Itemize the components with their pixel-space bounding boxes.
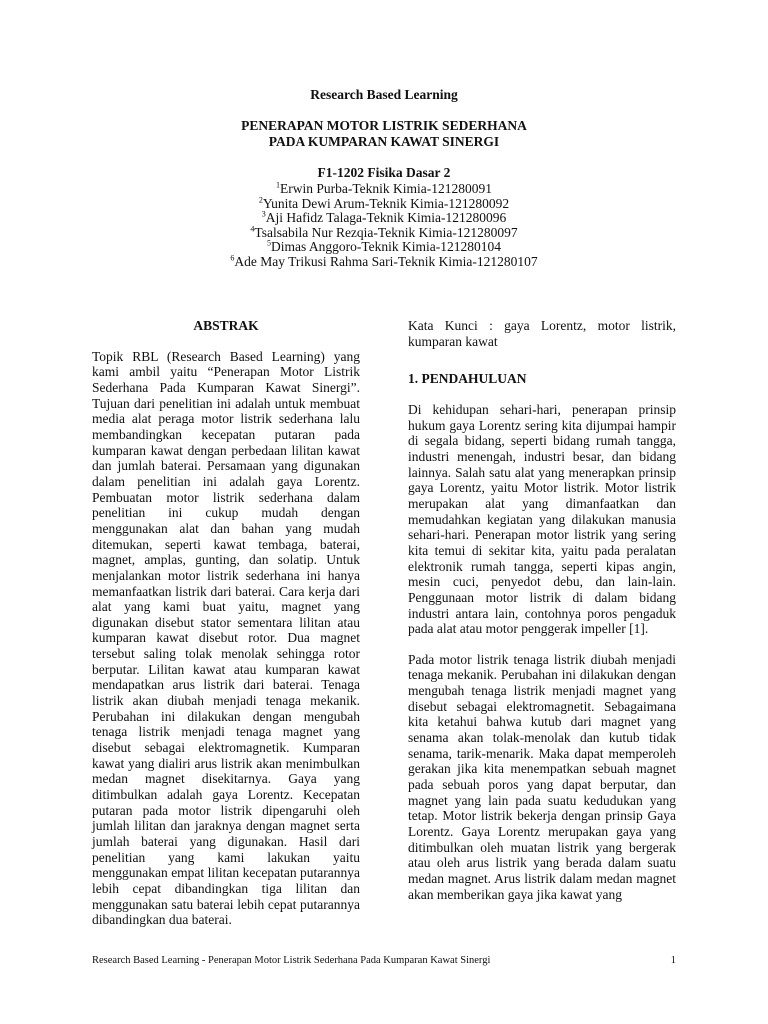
page-number: 1: [670, 955, 676, 966]
author-item: [0, 226, 768, 241]
paper-title: [0, 118, 768, 150]
author-name: Dimas Anggoro-Teknik Kimia-121280104: [270, 239, 502, 254]
document-label: Research Based Learning: [310, 87, 458, 102]
introduction-paragraph-1: Di kehidupan sehari-hari, penerapan prinsip hukum gaya Lorentz sering kita dijumpai hampir di segala bidang, seperti bidang rumah tangga, industri menengah, industri besar, dan bidang lainnya. Salah satu alat yang menerapkan prinsip gaya Lorentz, yaitu Motor listrik. Motor listrik merupakan alat yang dimanfaatkan dan memudahkan kegiatan yang dilakukan manusia sehari-hari. Penerapan motor listrik yang sering kita temui di sekitar kita, yaitu pada peralatan elektronik rumah tangga, seperti kipas angin, mesin cuci, penyedot debu, dan lain-lain. Penggunaan motor listrik di dalam bidang industri antara lain, contohnya poros pengaduk pada alat atau motor penggerak impeller [1].: [408, 401, 676, 637]
footer-text: Research Based Learning - Penerapan Motor Listrik Sederhana Pada Kumparan Kawat Sinergi: [92, 955, 491, 966]
author-number: 5: [266, 238, 271, 248]
abstract-body: Topik RBL (Research Based Learning) yang kami ambil yaitu “Penerapan Motor Listrik Sederhana Pada Kumparan Kawat Sinergi”. Tujuan dari penelitian ini adalah untuk membuat media alat peraga motor listrik sederhana lalu membandingkan kecepatan putaran pada kumparan kawat dengan perbedaan lilitan kawat dan jumlah baterai. Persamaan yang digunakan dalam penelitian ini adalah gaya Lorentz. Pembuatan motor listrik sederhana dalam penelitian ini cukup mudah dengan menggunakan alat dan bahan yang mudah ditemukan, seperti kawat tembaga, baterai, magnet, amplas, gunting, dan solatip. Untuk menjalankan motor listrik sederhana ini hanya memanfaatkan listrik dari baterai. Cara kerja dari alat yang kami buat yaitu, magnet yang digunakan disebut stator sementara lilitan atau kumparan kawat disebut rotor. Dua magnet tersebut saling tolak menolak sehingga rotor berputar. Lilitan kawat atau kumparan kawat mendapatkan arus listrik dari baterai. Tenaga listrik akan diubah menjadi tenaga mekanik. Perubahan ini dilakukan dengan mengubah tenaga listrik menjadi tenaga magnet yang disebut sebagai elektromagnetik. Kumparan kawat yang dialiri arus listrik akan menimbulkan medan magnet disekitarnya. Gaya yang ditimbulkan adalah gaya Lorentz. Kecepatan putaran pada motor listrik dipengaruhi oleh jumlah lilitan dan jaraknya dengan magnet serta jumlah baterai yang digunakan. Hasil dari penelitian yang kami lakukan yaitu menggunakan empat lilitan kecepatan putarannya lebih cepat dibandingkan tiga lilitan dan menggunakan satu baterai lebih cepat putarannya dibandingkan dua baterai.: [92, 348, 360, 928]
paper-header: [0, 86, 768, 269]
author-item: [0, 197, 768, 212]
left-column: [92, 318, 360, 928]
author-item: [0, 211, 768, 226]
course-code: F1-1202 Fisika Dasar 2: [317, 165, 451, 180]
title-line-1: PENERAPAN MOTOR LISTRIK SEDERHANA: [241, 118, 527, 133]
author-name: Erwin Purba-Teknik Kimia-121280091: [279, 181, 493, 196]
author-name: Aji Hafidz Talaga-Teknik Kimia-121280096: [265, 210, 507, 225]
author-name: Ade May Trikusi Rahma Sari-Teknik Kimia-121280107: [234, 253, 538, 269]
author-number: 3: [261, 209, 266, 219]
abstract-heading: ABSTRAK: [193, 318, 259, 333]
author-name: Yunita Dewi Arum-Teknik Kimia-121280092: [262, 195, 510, 211]
right-column: [408, 318, 676, 902]
author-list: [0, 182, 768, 269]
introduction-heading: 1. PENDAHULUAN: [408, 371, 527, 387]
author-item: [0, 240, 768, 255]
introduction-paragraph-2: Pada motor listrik tenaga listrik diubah menjadi tenaga mekanik. Perubahan ini dilakukan dengan mengubah tenaga listrik menjadi magnet yang disebut sebagai elektromagnetit. Sebagaimana kita ketahui bahwa kutub dari magnet yang senama akan tolak-menolak dan kutub tidak senama, tarik-menarik. Maka dapat memperoleh gerakan jika kita menempatkan sebuah magnet pada sebuah poros yang dapat berputar, dan magnet yang lain pada suatu kedudukan yang tetap. Motor listrik bekerja dengan prinsip Gaya Lorentz. Gaya Lorentz merupakan gaya yang ditimbulkan oleh muatan listrik yang bergerak atau oleh arus listrik yang berada dalam suatu medan magnet. Arus listrik dalam medan magnet akan memberikan gaya jika kawat yang: [408, 651, 676, 902]
author-number: 6: [230, 253, 235, 262]
author-number: 2: [258, 195, 263, 204]
author-item: [0, 182, 768, 197]
author-name: Tsalsabila Nur Rezqia-Teknik Kimia-121280097: [254, 224, 518, 240]
title-line-2: PADA KUMPARAN KAWAT SINERGI: [268, 134, 500, 149]
author-number: 1: [275, 180, 280, 190]
author-number: 4: [250, 224, 255, 233]
author-item: [0, 255, 768, 270]
keywords: Kata Kunci : gaya Lorentz, motor listrik, kumparan kawat: [408, 318, 676, 349]
